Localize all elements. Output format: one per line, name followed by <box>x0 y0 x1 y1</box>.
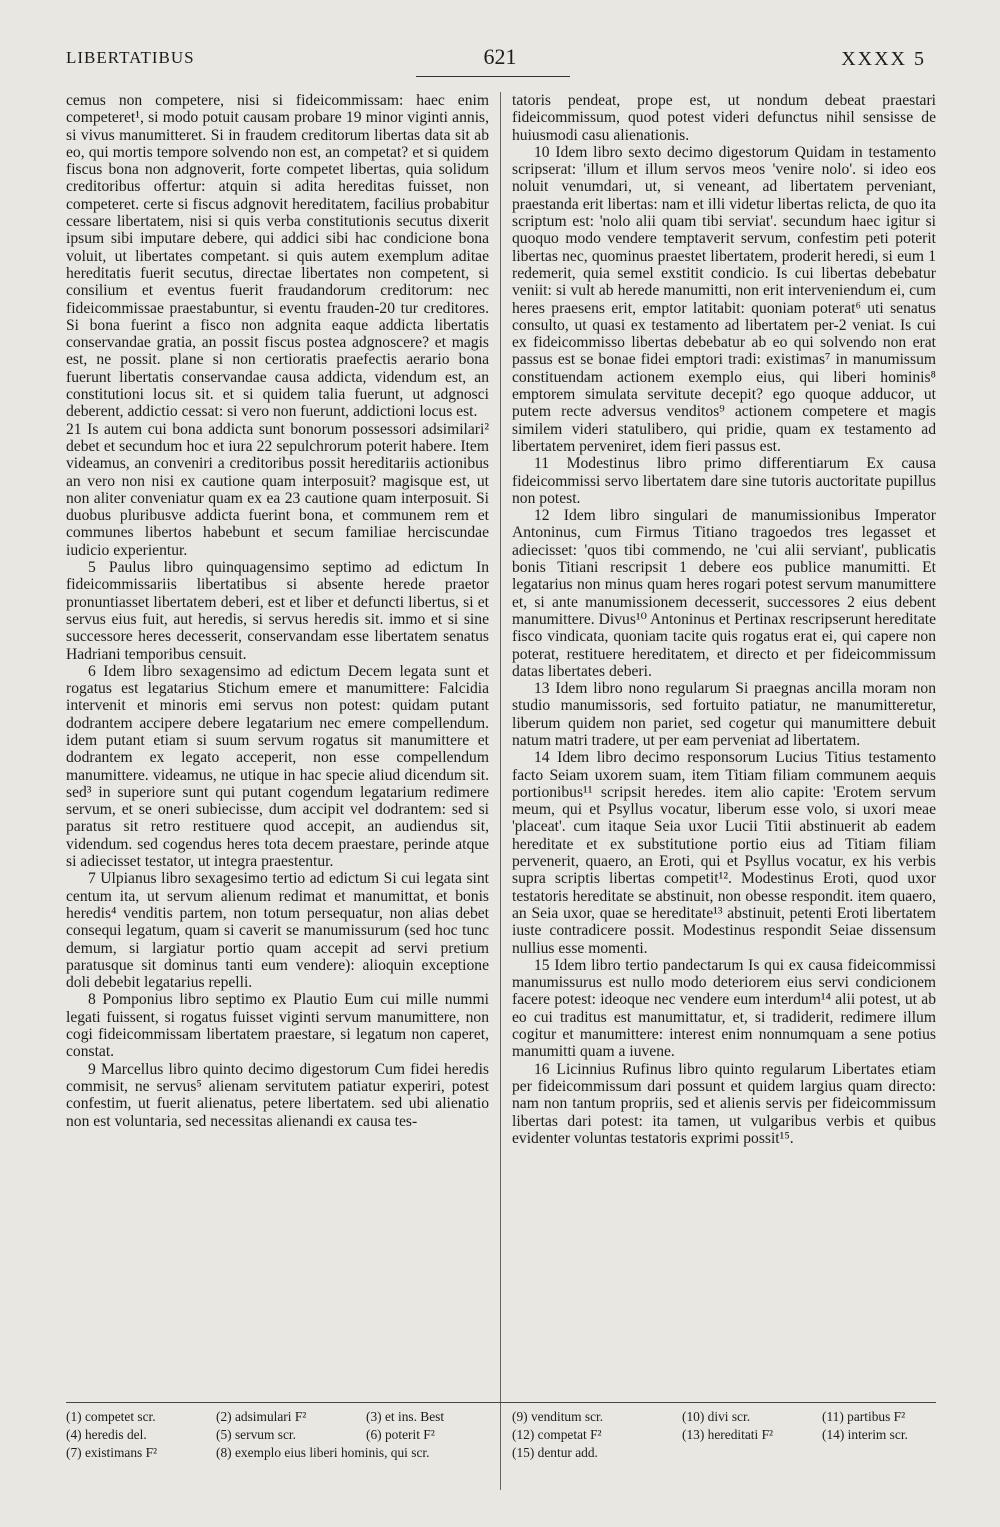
footnote-11: (11) partibus F² <box>822 1409 906 1424</box>
fragment-12: 12 Idem libro singulari de manumissionibus Imperator Antoninus, cum Firmus Titiano tragoedos tres legasset et adiecisset: 'quos tibi commendo, ne 'cui alii serviant', publicatis bonis Titiani rescripsit 1 debere eos publice manumitti. Et legatarius non minus quam heres rogari potest servum manumittere et, si ante manumissionem decesserit, successores 2 eius debent manumittere. Divus¹⁰ Antoninus et Pertinax rescripserunt hereditate fisco vindicata, quoniam tacite quis rogatus erat ei, qui capere non poterat, restituere hereditatem, et directo et per fideicommissum datas libertates deberi. <box>512 507 936 680</box>
running-head-title: LIBERTATIBUS <box>66 48 195 67</box>
footnote-12: (12) competat F² <box>512 1427 602 1442</box>
fragment-6: 6 Idem libro sexagensimo ad edictum Decem legata sunt et rogatus est legatarius Stichum emere et manumittere: Falcidia intervenit et minoris emi servus non potest: quidam putant dodrantem accipere debere legatarium nec emere compellendum. idem putant etiam si suum servum rogatus sit manumittere et dodrantem ex legato acceperit, non esse compellendum manumittere. videamus, ne utique in hac specie aliud dicendum sit. sed³ in superiore sunt qui putant cogendum legatarium redimere servum, et se oneri subiecisse, dum accipit vel dodrantem: sed si paratus sit retro restituere quod accepit, an audiendus sit, videndum. sed cogendus heres tota decem praestare, perinde atque si adiecisset testator, ut integra praestentur. <box>66 662 489 871</box>
left-paragraph-1: cemus non competere, nisi si fideicommissam: haec enim competeret¹, si modo potuit causam probare 19 minor viginti annis, si vivus manumitteret. Si in fraudem creditorum libertas data sit ab eo, qui mortis tempore solvendo non est, an competat? et si quidem fiscus bona non adgnoverit, forte competet libertas, quia solidum creditoribus offertur: atquin si adita hereditas fuisset, non competeret. certe si fiscus adgnovit hereditatem, facilius probabitur cessare libertatem, nisi si quis verba constitutionis secutus dixerit ipsum sibi imputare debere, qui addici sibi hac condicione bona voluit, ut libertates competant. si quis autem exemplum aditae hereditatis fuerit secutus, directae libertates non competent, si consilium et eventus fuerit fraudandorum creditorum: nec fideicommissae praestabuntur, si eventu frauden-20 tur creditores. Si bona fuerint a fisco non adgnita eaque addicta libertatis conservandae gratia, an possit fiscus postea adgnoscere? et magis est, ne possit. plane si non certioratis praefectis aerario bona fuerunt libertatis conservandae causa addicta, videndum est, an constitutioni locus sit. et si quidem talia fuerunt, ut adgnosci deberent, addictio cessat: si vero non fuerunt, addictioni locus est. <box>66 92 489 421</box>
right-column <box>512 92 936 1147</box>
fragment-11: 11 Modestinus libro primo differentiarum Ex causa fideicommissi servo libertatem dare sine tutoris auctoritate pupillus non potest. <box>512 455 936 507</box>
footnote-row <box>66 1426 496 1444</box>
footnote-row <box>512 1408 936 1426</box>
footnotes-left <box>66 1408 496 1462</box>
fragment-5: 5 Paulus libro quinquagensimo septimo ad edictum In fideicommissariis libertatibus si absente herede praetor pronuntiasset libertatem deberi, est et liber et defuncti libertus, si et servus eius fuit, aut heredis, si servus heredis sit. immo et si sine successore heres decesserit, conservandam esse libertatem senatus Hadriani temporibus censuit. <box>66 559 489 663</box>
fragment-9: 9 Marcellus libro quinto decimo digestorum Cum fidei heredis commisit, ne servus⁵ alienam servitutem patiatur experiri, potest confestim, ut fuerit alienatus, petere libertatem. sed ubi alienatio non est voluntaria, sed necessitas alienandi ex causa tes- <box>66 1060 489 1130</box>
left-column <box>66 92 489 1130</box>
left-paragraph-2: 21 Is autem cui bona addicta sunt bonorum possessori adsimilari² debet et secundum hoc et iura 22 sepulchrorum poterit habere. Item videamus, an conveniri a creditoribus possit hereditariis actionibus an vero non nisi ex cautione quam interposuit? magisque est, ut non aliter conveniatur quam ex ea 23 cautione quam interposuit. Si duobus pluribusve addicta fuerint bona, et communem rem et communes libertos habebunt et secum familiae herciscundae iudicio experientur. <box>66 420 489 559</box>
footnote-5: (5) servum scr. <box>216 1427 296 1442</box>
fragment-7: 7 Ulpianus libro sexagesimo tertio ad edictum Si cui legata sint centum ita, ut servum alienum redimat et manumittat, et bonis heredis⁴ venditis partem, non totum persequatur, non alias debet consequi legatum, quam si caverit se manumissurum (sed hoc tunc demum, si largiatur portio quam accepit ad servi pretium paratusque sit dominus tanti eum vendere): alioquin exceptione doli debebit legatarius repelli. <box>66 870 489 992</box>
footnote-7: (7) existimans F² <box>66 1445 158 1460</box>
header-rule <box>416 76 570 77</box>
right-paragraph-continuation: tatoris pendeat, prope est, ut nondum debeat praestari fideicommissum, quod potest videri defunctus nihil sensisse de huiusmodi casu alienationis. <box>512 92 936 144</box>
footnote-14: (14) interim scr. <box>822 1427 908 1442</box>
fragment-16: 16 Licinnius Rufinus libro quinto regularum Libertates etiam per fideicommissum dari possunt et quidem largius quam directo: nam non tantum propriis, sed et alienis servis per fideicommissum libertas dari potest: ita tamen, ut vulgaribus verbis et quibus evidenter voluntas testatoris exprimi possit¹⁵. <box>512 1060 936 1147</box>
footnote-9: (9) venditum scr. <box>512 1409 604 1424</box>
footnote-row <box>512 1426 936 1444</box>
footnote-rule <box>66 1402 936 1403</box>
footnote-divider <box>500 1410 501 1490</box>
fragment-14: 14 Idem libro decimo responsorum Lucius Titius testamento facto Seiam uxorem suam, item Titiam filiam communem aequis portionibus¹¹ scripsit heredes. item alio capite: 'Erotem servum meum, qui et Psyllus vocatur, liberum esse volo, si uxori meae 'placeat'. cum itaque Seia uxor Lucii Titii abstinuerit ab eadem hereditate et ex substitutione portio eius ad Titiam filiam pervenerit, quaero, an Eroti, qui et Psyllus vocatur, ex his verbis supra scriptis libertas competit¹². Modestinus Eroti, quod uxor testatoris hereditate se abstinuit, non obesse respondit. item quaero, an Seia uxor, quae se hereditate¹³ abstinuit, petenti Eroti libertatem iuste contradicere possit. Modestinus respondit Seiae dissensum nullius esse momenti. <box>512 749 936 957</box>
footnote-row <box>66 1444 496 1462</box>
fragment-13: 13 Idem libro nono regularum Si praegnas ancilla moram non studio manumissoris, sed fortuito patiatur, ne manumitteretur, liberum quidem non pariet, sed cogetur qui manumittere debuit natum matri tradere, ut per eam perveniat ad libertatem. <box>512 680 936 749</box>
footnote-row <box>66 1408 496 1426</box>
fragment-8: 8 Pomponius libro septimo ex Plautio Eum cui mille nummi legati fuissent, si rogatus fuisset viginti servum manumittere, non cogi fideicommissam libertatem praestare, si legatum non caperet, constat. <box>66 991 489 1061</box>
footnote-4: (4) heredis del. <box>66 1427 147 1442</box>
column-divider <box>500 92 501 1422</box>
running-head-section: XXXX 5 <box>841 48 926 70</box>
fragment-15: 15 Idem libro tertio pandectarum Is qui ex causa fideicommissi manumissurus est nullo modo deteriorem eius servi condicionem facere potest: ideoque nec vendere eum interdum¹⁴ alii potest, ut ab eo cui traditus est manumittatur, et, si tradiderit, redimere illum cogitur et manumittere: interest enim nonnumquam a sene potius manumitti quam a iuvene. <box>512 956 936 1061</box>
footnote-10: (10) divi scr. <box>682 1409 751 1424</box>
footnote-1: (1) competet scr. <box>66 1409 156 1424</box>
page-number: 621 <box>483 44 517 69</box>
footnote-13: (13) hereditati F² <box>682 1427 774 1442</box>
footnote-15: (15) dentur add. <box>512 1445 598 1460</box>
footnote-6: (6) poterit F² <box>366 1427 435 1442</box>
footnote-3: (3) et ins. Best <box>366 1409 445 1424</box>
footnote-row <box>512 1444 936 1462</box>
footnote-8: (8) exemplo eius liberi hominis, qui scr. <box>216 1445 430 1460</box>
fragment-10: 10 Idem libro sexto decimo digestorum Quidam in testamento scripserat: 'illum et illum servos meos 'venire nolo'. si ideo eos noluit venumdari, ut, si veneant, ad libertatem perveniant, praestanda erit libertas: nam et illi videtur libertas relicta, de quo ita scriptum est: 'nolo alii quam tibi serviat'. secundum haec igitur si quoquo modo vendere temptaverit servum, confestim peti poterit libertas nec, quominus praestet libertatem, proderit heredi, si eum 1 redemerit, quia semel exstitit condicio. Is cui libertas debebatur veniit: si vult ab herede manumitti, non erit interveniendum ei, cum heres praesens erit, emptor latitabit: quoniam poterat⁶ uti senatus consulto, ut quasi ex testamento ad libertatem per-2 veniat. Is cui ex fideicommisso libertas debebatur ab eo qui solvendo non erat passus est se bonae fidei emptori tradi: existimas⁷ in manumissum constituendam actionem exemplo eius, qui liberi hominis⁸ emptorem simulata servitute decepit? ego quoque adducor, ut putem recte adversus venditos⁹ actionem competere et magis similem videri statulibero, qui pridie, quam ex testamento ad libertatem perveniret, idem fieri passus est. <box>512 143 936 455</box>
footnote-2: (2) adsimulari F² <box>216 1409 307 1424</box>
footnotes-right <box>512 1408 936 1462</box>
